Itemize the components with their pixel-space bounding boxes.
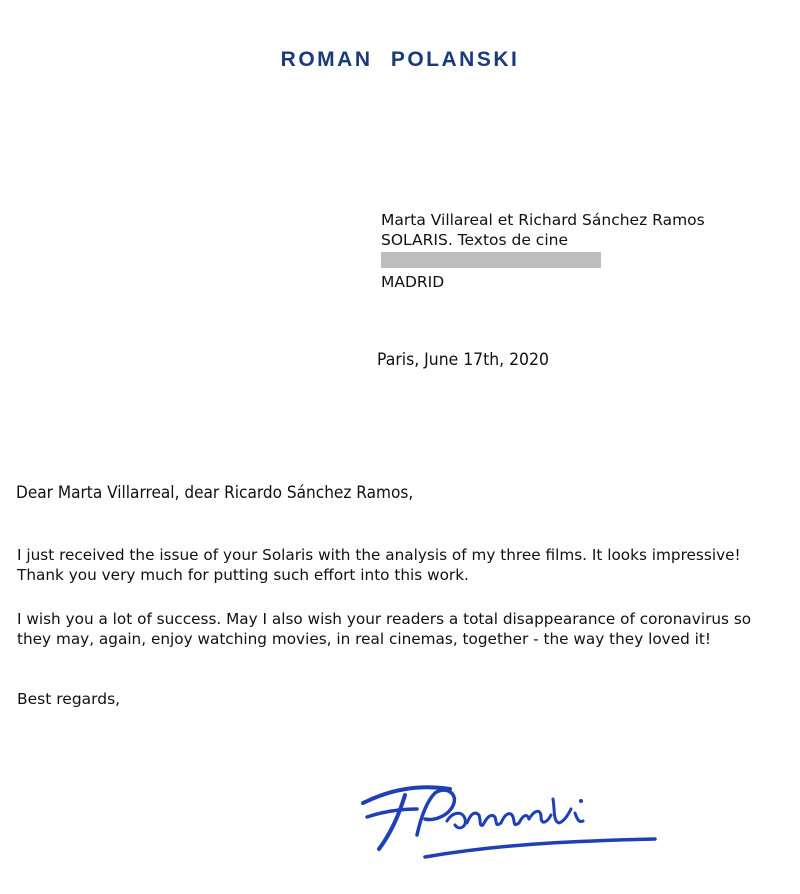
body-paragraph-2: I wish you a lot of success. May I also wish your readers a total disappearance of coronavirus so they may, again, enjoy watching movies, in real cinemas, together - the way they loved it! xyxy=(17,610,752,648)
salutation: Dear Marta Villarreal, dear Ricardo Sánchez Ramos, xyxy=(16,483,414,502)
body-paragraph-1: I just received the issue of your Solaris with the analysis of my three films. It looks impressive! Thank you very much for putting such effort into this work. xyxy=(17,546,741,584)
handwritten-signature xyxy=(355,765,675,875)
letter-date: Paris, June 17th, 2020 xyxy=(377,350,549,370)
recipient-city: MADRID xyxy=(381,273,445,291)
recipient-organization: SOLARIS. Textos de cine xyxy=(381,231,568,249)
letterhead-name: ROMAN POLANSKI xyxy=(280,48,520,71)
recipient-address xyxy=(381,210,705,292)
closing: Best regards, xyxy=(17,690,121,708)
recipient-names: Marta Villareal et Richard Sánchez Ramos xyxy=(381,211,705,229)
redacted-address-bar xyxy=(381,252,601,268)
